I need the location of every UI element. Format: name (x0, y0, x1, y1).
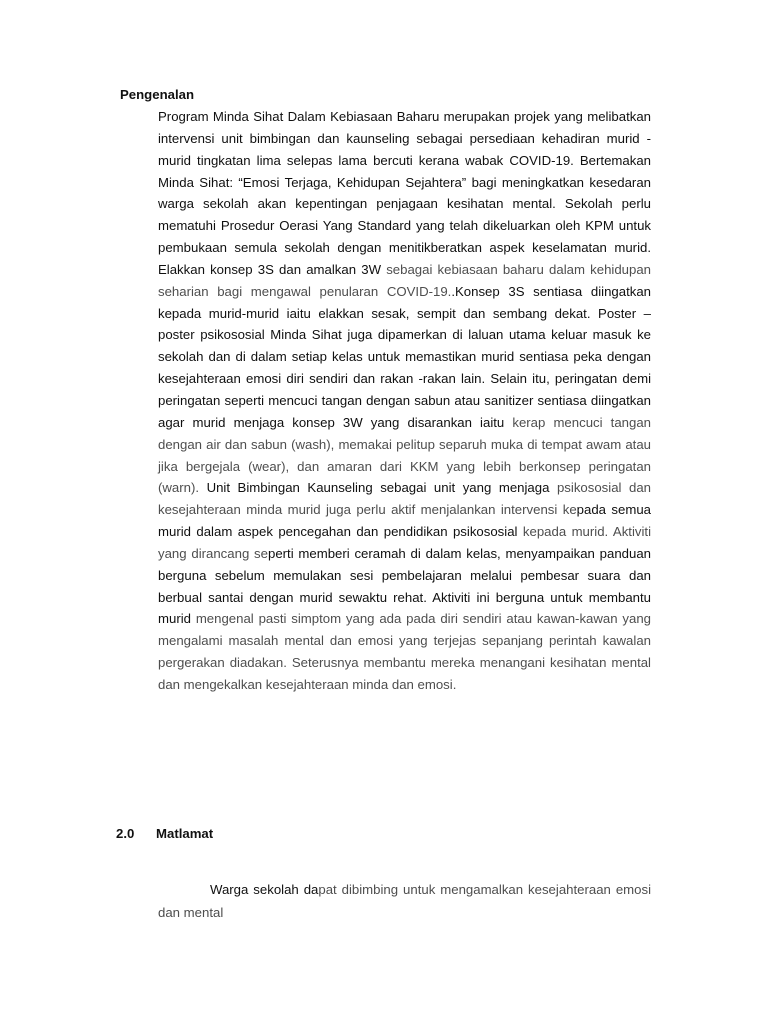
aim-text-segment: Warga sekolah da (210, 882, 319, 897)
intro-text-segment: kepada murid. Aktiviti yang dirancang se (158, 524, 651, 561)
section-number: 2.0 (116, 826, 135, 841)
intro-text-segment: Program Minda Sihat Dalam Kebiasaan Baharu merupakan projek yang melibatkan intervensi unit bimbingan dan kaunseling sebagai persediaan kehadiran murid -murid tingkatan lima selepas lama bercuti kerana wabak COVID-19. Bertemakan Minda Sihat: “Emosi Terjaga, Kehidupan Sejahtera” bagi meningkatkan kesedaran warga sekolah akan kepentingan penjagaan kesihatan mental. Sekolah perlu mematuhi Prosedur Oerasi Yang Standard yang telah dikeluarkan oleh KPM untuk pembukaan semula sekolah dengan menitikberatkan aspek keselamatan murid. Elakkan konsep 3S dan amalkan 3W (158, 109, 651, 277)
intro-text-segment: kerap mencuci tangan dengan air dan sabun (wash), memakai pelitup separuh muka di tempat awam atau jika bergejala (wear), dan amaran dari KKM yang lebih berkonsep peringatan (warn). (158, 414, 651, 496)
intro-text-segment: pada semua murid dalam aspek pencegahan dan pendidikan psikososial (158, 502, 651, 540)
intro-text-segment: mengenal pasti simptom yang ada pada diri sendiri atau kawan-kawan yang mengalami masalah mental dan emosi yang terjejas sepanjang perintah kawalan pergerakan diadakan. Seterusnya membantu mereka menangani kesihatan mental dan mengekalkan kesejahteraan minda dan emosi. (158, 611, 651, 692)
intro-paragraph (158, 106, 651, 696)
intro-text-segment: sebagai kebiasaan baharu dalam kehidupan seharian bagi mengawal penularan COVID-19. (158, 261, 651, 299)
intro-text-segment: Unit Bimbingan Kaunseling sebagai unit yang menjaga (206, 480, 557, 496)
aim-text-segment: pat dibimbing untuk mengamalkan kesejahteraan emosi dan mental (158, 882, 651, 920)
section-heading-matlamat: Matlamat (156, 826, 214, 841)
intro-text-segment: psikososial dan kesejahteraan minda murid juga perlu aktif menjalankan intervensi ke (158, 480, 652, 518)
intro-text-segment: .Konsep 3S sentiasa diingatkan kepada murid-murid iaitu elakkan sesak, sempit dan sembang dekat. Poster – poster psikososial Minda Sihat juga dipamerkan di laluan utama keluar masuk ke sekolah dan di dalam setiap kelas untuk memastikan murid sentiasa peka dengan kesejahteraan emosi diri sendiri dan rakan -rakan lain. Selain itu, peringatan demi peringatan seperti mencuci tangan dengan sabun atau sanitizer sentiasa diingatkan agar murid menjaga konsep 3W yang disarankan iaitu (158, 283, 651, 430)
aim-paragraph (158, 878, 651, 924)
intro-text-segment: perti memberi ceramah di dalam kelas, menyampaikan panduan berguna sebelum memulakan sesi pembelajaran melalui pembesar suara dan berbual santai dengan murid sewaktu rehat. Aktiviti ini berguna untuk membantu murid (158, 545, 651, 627)
section-heading-pengenalan: Pengenalan (120, 87, 195, 102)
